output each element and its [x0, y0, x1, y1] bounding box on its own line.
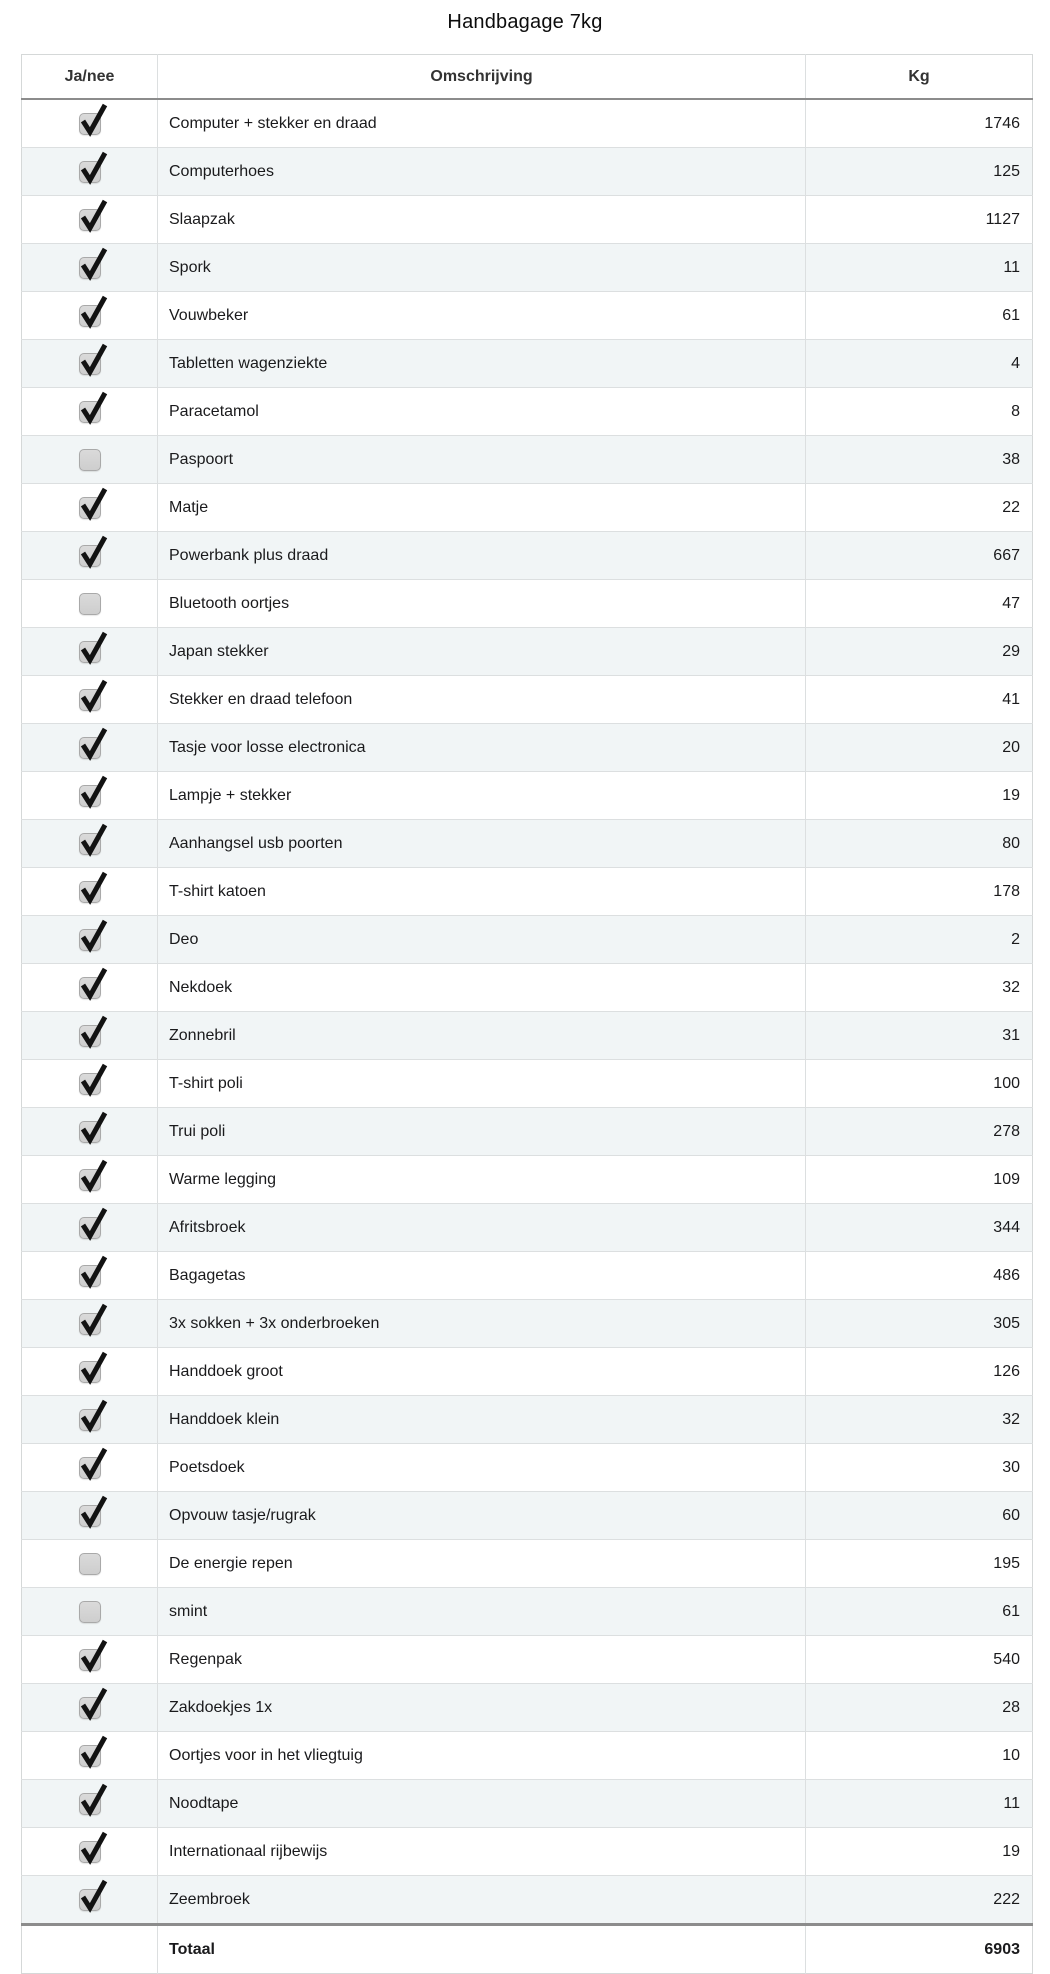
item-description: Opvouw tasje/rugrak — [158, 1492, 806, 1540]
item-description: Trui poli — [158, 1108, 806, 1156]
item-description: Nekdoek — [158, 964, 806, 1012]
table-row — [22, 868, 1033, 916]
item-description: Computerhoes — [158, 148, 806, 196]
table-row — [22, 1684, 1033, 1732]
checkbox-checked[interactable] — [79, 545, 101, 567]
table-row — [22, 820, 1033, 868]
checkmark-icon — [78, 1158, 110, 1192]
item-description: 3x sokken + 3x onderbroeken — [158, 1300, 806, 1348]
item-description: Aanhangsel usb poorten — [158, 820, 806, 868]
checkbox-cell — [22, 868, 158, 916]
table-row — [22, 772, 1033, 820]
table-row — [22, 1636, 1033, 1684]
checkbox-checked[interactable] — [79, 929, 101, 951]
checkmark-icon — [78, 1350, 110, 1384]
checkmark-icon — [78, 1110, 110, 1144]
item-description: Tasje voor losse electronica — [158, 724, 806, 772]
table-row — [22, 244, 1033, 292]
table-row — [22, 1348, 1033, 1396]
checkbox-checked[interactable] — [79, 1217, 101, 1239]
item-weight: 344 — [806, 1204, 1033, 1252]
checkbox-checked[interactable] — [79, 1025, 101, 1047]
table-row — [22, 1300, 1033, 1348]
item-weight: 486 — [806, 1252, 1033, 1300]
checkbox-checked[interactable] — [79, 1841, 101, 1863]
checkbox-checked[interactable] — [79, 833, 101, 855]
checkbox-checked[interactable] — [79, 209, 101, 231]
checkbox-cell — [22, 772, 158, 820]
total-value: 6903 — [806, 1925, 1033, 1974]
checkmark-icon — [78, 774, 110, 808]
table-row — [22, 1540, 1033, 1588]
checkbox-cell — [22, 1492, 158, 1540]
item-description: De energie repen — [158, 1540, 806, 1588]
table-row — [22, 99, 1033, 148]
item-description: Stekker en draad telefoon — [158, 676, 806, 724]
item-weight: 47 — [806, 580, 1033, 628]
item-description: Bagagetas — [158, 1252, 806, 1300]
item-weight: 1127 — [806, 196, 1033, 244]
table-row — [22, 916, 1033, 964]
table-row — [22, 1876, 1033, 1925]
item-weight: 100 — [806, 1060, 1033, 1108]
table-row — [22, 436, 1033, 484]
checkbox-checked[interactable] — [79, 881, 101, 903]
checkmark-icon — [78, 1782, 110, 1816]
table-row — [22, 628, 1033, 676]
item-description: smint — [158, 1588, 806, 1636]
table-row — [22, 1492, 1033, 1540]
item-weight: 61 — [806, 292, 1033, 340]
item-description: Afritsbroek — [158, 1204, 806, 1252]
checkbox-cell — [22, 244, 158, 292]
total-row — [22, 1925, 1033, 1974]
header-ja-nee: Ja/nee — [22, 55, 158, 100]
item-description: Bluetooth oortjes — [158, 580, 806, 628]
checkbox-checked[interactable] — [79, 401, 101, 423]
checkmark-icon — [78, 294, 110, 328]
item-description: T-shirt katoen — [158, 868, 806, 916]
item-description: Warme legging — [158, 1156, 806, 1204]
item-description: Paracetamol — [158, 388, 806, 436]
item-weight: 178 — [806, 868, 1033, 916]
checkbox-checked[interactable] — [79, 1169, 101, 1191]
checkbox-cell — [22, 1204, 158, 1252]
checkbox-cell — [22, 1300, 158, 1348]
table-row — [22, 292, 1033, 340]
checkbox-checked[interactable] — [79, 689, 101, 711]
checkbox-checked[interactable] — [79, 1313, 101, 1335]
item-weight: 222 — [806, 1876, 1033, 1925]
header-kg: Kg — [806, 55, 1033, 100]
item-weight: 32 — [806, 964, 1033, 1012]
checkmark-icon — [78, 486, 110, 520]
table-row — [22, 388, 1033, 436]
checkbox-cell — [22, 964, 158, 1012]
checkbox-cell — [22, 148, 158, 196]
checkbox-cell — [22, 1732, 158, 1780]
item-weight: 28 — [806, 1684, 1033, 1732]
checkmark-icon — [78, 1062, 110, 1096]
item-weight: 2 — [806, 916, 1033, 964]
item-description: Tabletten wagenziekte — [158, 340, 806, 388]
item-weight: 109 — [806, 1156, 1033, 1204]
checkbox-unchecked[interactable] — [79, 1553, 101, 1575]
item-description: Matje — [158, 484, 806, 532]
checkbox-checked[interactable] — [79, 1793, 101, 1815]
checkbox-cell — [22, 580, 158, 628]
total-label: Totaal — [158, 1925, 806, 1974]
checkbox-checked[interactable] — [79, 1649, 101, 1671]
checkbox-checked[interactable] — [79, 257, 101, 279]
table-row — [22, 676, 1033, 724]
checkbox-cell — [22, 436, 158, 484]
checkbox-checked[interactable] — [79, 305, 101, 327]
checkbox-cell — [22, 388, 158, 436]
checkbox-checked[interactable] — [79, 641, 101, 663]
checkbox-checked[interactable] — [79, 1457, 101, 1479]
item-weight: 11 — [806, 244, 1033, 292]
item-weight: 11 — [806, 1780, 1033, 1828]
checkbox-checked[interactable] — [79, 1697, 101, 1719]
checkbox-cell — [22, 628, 158, 676]
checkbox-cell — [22, 1588, 158, 1636]
checkbox-cell — [22, 1636, 158, 1684]
checkmark-icon — [78, 342, 110, 376]
checkbox-unchecked[interactable] — [79, 1601, 101, 1623]
item-weight: 278 — [806, 1108, 1033, 1156]
header-omschrijving: Omschrijving — [158, 55, 806, 100]
table-row — [22, 1780, 1033, 1828]
checkbox-cell — [22, 820, 158, 868]
checkbox-cell — [22, 1396, 158, 1444]
item-description: Japan stekker — [158, 628, 806, 676]
checkbox-checked[interactable] — [79, 785, 101, 807]
checkmark-icon — [78, 102, 110, 136]
item-description: Poetsdoek — [158, 1444, 806, 1492]
item-weight: 125 — [806, 148, 1033, 196]
item-description: Lampje + stekker — [158, 772, 806, 820]
checkbox-checked[interactable] — [79, 161, 101, 183]
checkmark-icon — [78, 822, 110, 856]
checkmark-icon — [78, 1398, 110, 1432]
item-description: Computer + stekker en draad — [158, 99, 806, 148]
checkmark-icon — [78, 1014, 110, 1048]
checkbox-cell — [22, 484, 158, 532]
item-description: Oortjes voor in het vliegtuig — [158, 1732, 806, 1780]
table-row — [22, 1828, 1033, 1876]
item-description: Handdoek klein — [158, 1396, 806, 1444]
item-weight: 38 — [806, 436, 1033, 484]
checkmark-icon — [78, 1686, 110, 1720]
item-weight: 19 — [806, 1828, 1033, 1876]
checkmark-icon — [78, 966, 110, 1000]
checkmark-icon — [78, 1494, 110, 1528]
table-row — [22, 196, 1033, 244]
checkmark-icon — [78, 630, 110, 664]
table-row — [22, 1588, 1033, 1636]
checkbox-checked[interactable] — [79, 1745, 101, 1767]
checkbox-checked[interactable] — [79, 497, 101, 519]
checkmark-icon — [78, 870, 110, 904]
table-row — [22, 1444, 1033, 1492]
item-description: Zeembroek — [158, 1876, 806, 1925]
page-title: Handbagage 7kg — [447, 11, 603, 33]
checkbox-cell — [22, 1156, 158, 1204]
table-row — [22, 1012, 1033, 1060]
item-weight: 4 — [806, 340, 1033, 388]
checkbox-checked[interactable] — [79, 113, 101, 135]
checkbox-cell — [22, 532, 158, 580]
item-weight: 60 — [806, 1492, 1033, 1540]
table-row — [22, 724, 1033, 772]
checkmark-icon — [78, 390, 110, 424]
table-row — [22, 532, 1033, 580]
checkbox-checked[interactable] — [79, 353, 101, 375]
checkbox-cell — [22, 196, 158, 244]
table-body — [22, 99, 1033, 1925]
item-description: Powerbank plus draad — [158, 532, 806, 580]
table-row — [22, 580, 1033, 628]
table-row — [22, 1156, 1033, 1204]
checkbox-cell — [22, 1540, 158, 1588]
checkbox-cell — [22, 1828, 158, 1876]
item-weight: 540 — [806, 1636, 1033, 1684]
checkbox-cell — [22, 340, 158, 388]
item-description: Zakdoekjes 1x — [158, 1684, 806, 1732]
item-weight: 61 — [806, 1588, 1033, 1636]
checkmark-icon — [78, 1878, 110, 1912]
checkmark-icon — [78, 1446, 110, 1480]
header-row — [22, 55, 1033, 100]
item-description: Noodtape — [158, 1780, 806, 1828]
checkbox-cell — [22, 1348, 158, 1396]
checkbox-checked[interactable] — [79, 1361, 101, 1383]
checkbox-cell — [22, 1780, 158, 1828]
checkbox-cell — [22, 1444, 158, 1492]
checkmark-icon — [78, 534, 110, 568]
checkbox-cell — [22, 916, 158, 964]
item-weight: 10 — [806, 1732, 1033, 1780]
item-weight: 19 — [806, 772, 1033, 820]
item-weight: 667 — [806, 532, 1033, 580]
item-weight: 22 — [806, 484, 1033, 532]
checkbox-cell — [22, 1252, 158, 1300]
item-description: Handdoek groot — [158, 1348, 806, 1396]
checkmark-icon — [78, 1206, 110, 1240]
packing-list-table — [21, 54, 1033, 1974]
checkbox-unchecked[interactable] — [79, 593, 101, 615]
table-row — [22, 1396, 1033, 1444]
item-description: Regenpak — [158, 1636, 806, 1684]
checkbox-checked[interactable] — [79, 737, 101, 759]
item-weight: 305 — [806, 1300, 1033, 1348]
item-description: Zonnebril — [158, 1012, 806, 1060]
item-weight: 31 — [806, 1012, 1033, 1060]
checkbox-cell — [22, 1060, 158, 1108]
item-description: Vouwbeker — [158, 292, 806, 340]
checkbox-cell — [22, 724, 158, 772]
item-weight: 80 — [806, 820, 1033, 868]
checkbox-checked[interactable] — [79, 1265, 101, 1287]
checkmark-icon — [78, 678, 110, 712]
item-weight: 126 — [806, 1348, 1033, 1396]
item-weight: 30 — [806, 1444, 1033, 1492]
item-weight: 32 — [806, 1396, 1033, 1444]
checkmark-icon — [78, 246, 110, 280]
checkmark-icon — [78, 1254, 110, 1288]
item-description: T-shirt poli — [158, 1060, 806, 1108]
checkbox-cell — [22, 99, 158, 148]
checkmark-icon — [78, 1830, 110, 1864]
checkbox-cell — [22, 292, 158, 340]
item-weight: 1746 — [806, 99, 1033, 148]
checkbox-checked[interactable] — [79, 977, 101, 999]
checkmark-icon — [78, 1302, 110, 1336]
checkbox-cell — [22, 676, 158, 724]
checkbox-checked[interactable] — [79, 1889, 101, 1911]
item-description: Internationaal rijbewijs — [158, 1828, 806, 1876]
table-row — [22, 1060, 1033, 1108]
checkbox-cell — [22, 1684, 158, 1732]
checkbox-checked[interactable] — [79, 1505, 101, 1527]
item-weight: 29 — [806, 628, 1033, 676]
item-weight: 20 — [806, 724, 1033, 772]
table-row — [22, 1732, 1033, 1780]
checkmark-icon — [78, 1638, 110, 1672]
checkmark-icon — [78, 198, 110, 232]
table-row — [22, 964, 1033, 1012]
item-description: Paspoort — [158, 436, 806, 484]
checkbox-checked[interactable] — [79, 1073, 101, 1095]
checkbox-cell — [22, 1012, 158, 1060]
item-description: Spork — [158, 244, 806, 292]
checkmark-icon — [78, 726, 110, 760]
table-row — [22, 1204, 1033, 1252]
checkbox-unchecked[interactable] — [79, 449, 101, 471]
table-row — [22, 340, 1033, 388]
table-row — [22, 484, 1033, 532]
table-row — [22, 1252, 1033, 1300]
item-weight: 195 — [806, 1540, 1033, 1588]
item-weight: 41 — [806, 676, 1033, 724]
item-weight: 8 — [806, 388, 1033, 436]
checkbox-cell — [22, 1108, 158, 1156]
checkbox-cell — [22, 1876, 158, 1925]
checkmark-icon — [78, 150, 110, 184]
checkmark-icon — [78, 918, 110, 952]
checkbox-checked[interactable] — [79, 1409, 101, 1431]
checkmark-icon — [78, 1734, 110, 1768]
total-empty-cell — [22, 1925, 158, 1974]
checkbox-checked[interactable] — [79, 1121, 101, 1143]
item-description: Deo — [158, 916, 806, 964]
table-row — [22, 148, 1033, 196]
table-row — [22, 1108, 1033, 1156]
item-description: Slaapzak — [158, 196, 806, 244]
